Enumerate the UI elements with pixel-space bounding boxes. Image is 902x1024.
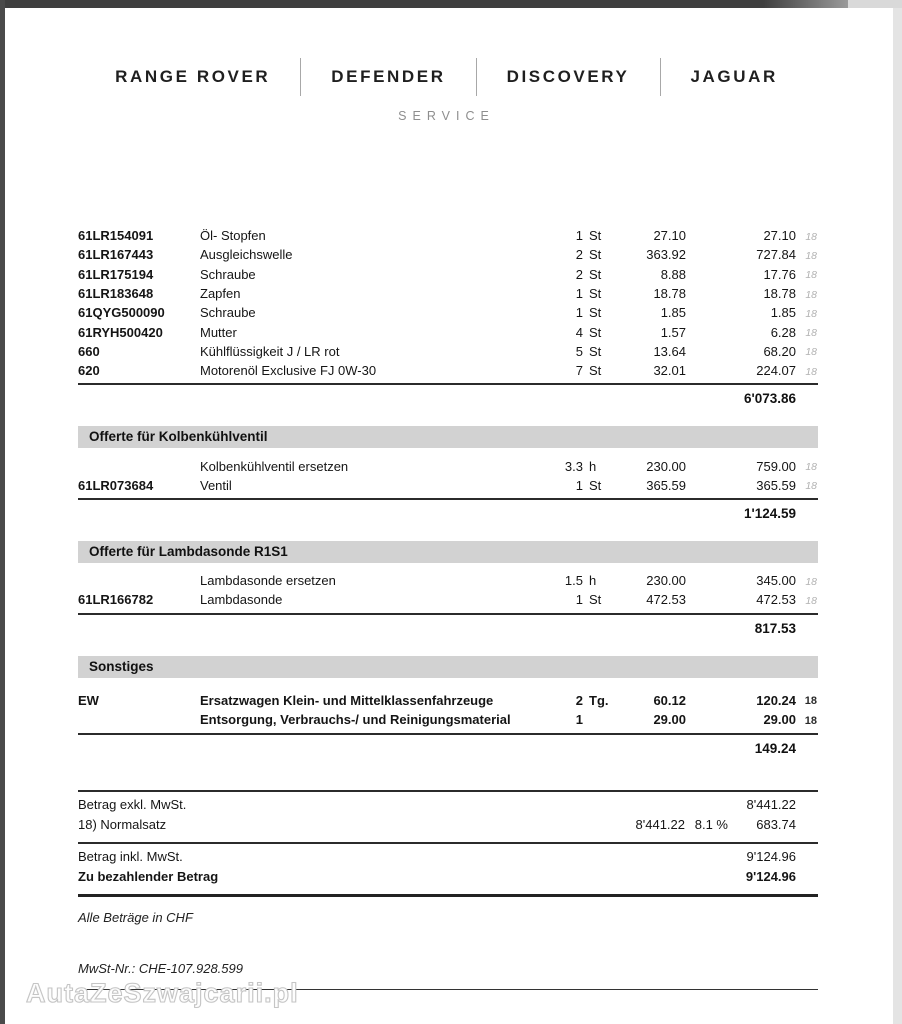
line-total: 727.84 <box>756 247 796 263</box>
section-header: Sonstiges <box>78 656 818 678</box>
quantity-unit: St <box>589 343 602 359</box>
unit-price: 1.85 <box>660 305 686 321</box>
totals-block <box>78 790 818 897</box>
part-description: Ventil <box>200 477 232 493</box>
unit-price: 363.92 <box>646 247 686 263</box>
line-total: 18.78 <box>763 286 796 302</box>
total-amount: 9'124.96 <box>745 869 796 885</box>
brand-logo-bar <box>0 58 893 96</box>
line-total: 345.00 <box>756 573 796 589</box>
tax-code: 18 <box>805 269 817 282</box>
section-header: Offerte für Kolbenkühlventil <box>78 426 818 448</box>
quantity-unit: St <box>589 363 602 379</box>
total-label: Betrag inkl. MwSt. <box>78 849 183 865</box>
tax-code: 18 <box>805 327 817 340</box>
line-total: 6.28 <box>770 324 796 340</box>
quantity: 1 <box>575 712 583 728</box>
part-description: Ersatzwagen Klein- und Mittelklassenfahrzeuge <box>200 692 494 708</box>
total-amount: 8'441.22 <box>746 797 796 813</box>
part-description: Entsorgung, Verbrauchs-/ und Reinigungsmaterial <box>200 712 511 728</box>
tax-code: 18 <box>805 480 817 493</box>
unit-price: 29.00 <box>653 712 686 728</box>
section-subtotal: 1'124.59 <box>743 505 796 521</box>
currency-note: Alle Beträge in CHF <box>78 909 193 925</box>
part-description: Ausgleichswelle <box>200 247 293 263</box>
total-row <box>78 795 818 815</box>
line-item-row <box>78 361 818 380</box>
quantity: 1 <box>575 592 583 608</box>
line-total: 29.00 <box>763 712 796 728</box>
part-description: Lambdasonde <box>200 592 283 608</box>
part-description: Mutter <box>200 324 237 340</box>
line-total: 120.24 <box>756 692 796 708</box>
part-description: Motorenöl Exclusive FJ 0W-30 <box>200 363 377 379</box>
line-item-row <box>78 245 818 264</box>
total-row <box>78 847 818 867</box>
total-label: 18) Normalsatz <box>78 817 167 833</box>
line-item-row <box>78 456 818 475</box>
unit-price: 60.12 <box>653 692 686 708</box>
tax-code: 18 <box>805 594 817 607</box>
section-header: Offerte für Lambdasonde R1S1 <box>78 541 818 563</box>
page-edge-top-corner <box>848 0 902 8</box>
section-rows <box>78 691 818 730</box>
line-item-row <box>78 322 818 341</box>
page-edge-right <box>893 8 902 1024</box>
unit-price: 27.10 <box>653 228 686 244</box>
parts-table <box>78 226 818 380</box>
watermark: AutaZeSzwajcarii.pl <box>26 978 299 1008</box>
line-item-row <box>78 226 818 245</box>
quantity-unit: St <box>589 305 602 321</box>
quantity: 3.3 <box>564 458 583 474</box>
unit-price: 365.59 <box>646 477 686 493</box>
tax-code: 18 <box>805 288 817 301</box>
page-edge-top <box>0 0 848 8</box>
vat-rate: 8.1 % <box>694 817 728 833</box>
section-subtotal: 817.53 <box>754 620 796 636</box>
unit-price: 18.78 <box>653 286 686 302</box>
offer-sections <box>78 426 818 758</box>
quantity: 2 <box>575 247 583 263</box>
part-description: Lambdasonde ersetzen <box>200 573 336 589</box>
part-code: 620 <box>78 363 100 379</box>
part-description: Schraube <box>200 266 256 282</box>
unit-price: 1.57 <box>660 324 686 340</box>
brand-discovery: DISCOVERY <box>506 67 630 86</box>
unit-price: 230.00 <box>646 458 686 474</box>
quantity: 2 <box>575 692 583 708</box>
quantity: 1 <box>575 228 583 244</box>
line-item-row <box>78 265 818 284</box>
quantity: 2 <box>575 266 583 282</box>
tax-code: 18 <box>805 307 817 320</box>
part-code: 61LR073684 <box>78 477 154 493</box>
unit-price: 32.01 <box>653 363 686 379</box>
line-item-row <box>78 710 818 730</box>
quantity: 1.5 <box>564 573 583 589</box>
final-total-rows <box>78 844 818 891</box>
line-total: 1.85 <box>770 305 796 321</box>
line-total: 472.53 <box>756 592 796 608</box>
tax-code: 18 <box>804 714 817 727</box>
line-item-row <box>78 284 818 303</box>
part-description: Schraube <box>200 305 256 321</box>
brand-jaguar: JAGUAR <box>690 67 778 86</box>
quantity: 4 <box>575 324 583 340</box>
quantity: 1 <box>575 477 583 493</box>
quantity-unit: St <box>589 228 602 244</box>
line-item-row <box>78 571 818 590</box>
unit-price: 13.64 <box>653 343 686 359</box>
line-total: 17.76 <box>763 266 796 282</box>
unit-price: 230.00 <box>646 573 686 589</box>
tax-code: 18 <box>805 249 817 262</box>
tax-code: 18 <box>805 461 817 474</box>
total-row <box>78 867 818 887</box>
tax-code: 18 <box>805 365 817 378</box>
line-total: 68.20 <box>763 343 796 359</box>
part-code: 61QYG500090 <box>78 305 165 321</box>
tax-code: 18 <box>805 230 817 243</box>
quantity-unit: St <box>589 247 602 263</box>
part-code: 61LR175194 <box>78 266 154 282</box>
divider-thick <box>78 894 818 897</box>
part-code: 61RYH500420 <box>78 324 163 340</box>
line-item-row <box>78 342 818 361</box>
line-total: 224.07 <box>756 363 796 379</box>
line-total: 365.59 <box>756 477 796 493</box>
unit-price: 472.53 <box>646 592 686 608</box>
line-total: 27.10 <box>763 228 796 244</box>
quantity: 1 <box>575 305 583 321</box>
total-amount: 683.74 <box>756 817 796 833</box>
quantity-unit: St <box>589 266 602 282</box>
tax-code: 18 <box>804 695 817 708</box>
unit-price: 8.88 <box>660 266 686 282</box>
quantity-unit: St <box>589 477 602 493</box>
part-description: Kolbenkühlventil ersetzen <box>200 458 349 474</box>
tax-code: 18 <box>805 575 817 588</box>
quantity-unit: h <box>589 573 597 589</box>
part-description: Zapfen <box>200 286 241 302</box>
section-rows <box>78 571 818 610</box>
tax-code: 18 <box>805 346 817 359</box>
invoice-body <box>78 226 818 990</box>
total-label: Betrag exkl. MwSt. <box>78 797 187 813</box>
parts-subtotal: 6'073.86 <box>743 391 796 407</box>
quantity: 5 <box>575 343 583 359</box>
vat-base: 8'441.22 <box>635 817 685 833</box>
quantity-unit: St <box>589 592 602 608</box>
part-code: EW <box>78 692 99 708</box>
quantity-unit: Tg. <box>589 692 609 708</box>
service-subtitle: SERVICE <box>398 109 495 123</box>
quantity-unit: St <box>589 286 602 302</box>
brand-range-rover: RANGE ROVER <box>115 67 271 86</box>
line-total: 759.00 <box>756 458 796 474</box>
line-item-row <box>78 476 818 495</box>
part-code: 61LR183648 <box>78 286 154 302</box>
line-item-row <box>78 691 818 711</box>
line-item-row <box>78 590 818 609</box>
part-code: 660 <box>78 343 100 359</box>
line-item-row <box>78 303 818 322</box>
part-code: 61LR167443 <box>78 247 154 263</box>
total-row <box>78 815 818 835</box>
quantity: 7 <box>575 363 583 379</box>
quantity: 1 <box>575 286 583 302</box>
quantity-unit: h <box>589 458 597 474</box>
part-description: Öl- Stopfen <box>200 228 266 244</box>
brand-defender: DEFENDER <box>331 67 446 86</box>
part-code: 61LR154091 <box>78 228 154 244</box>
total-label: Zu bezahlender Betrag <box>78 869 219 885</box>
section-rows <box>78 456 818 495</box>
section-subtotal: 149.24 <box>754 740 796 756</box>
part-code: 61LR166782 <box>78 592 154 608</box>
total-amount: 9'124.96 <box>746 849 796 865</box>
vat-number: MwSt-Nr.: CHE-107.928.599 <box>78 960 243 976</box>
page-edge-left <box>0 0 5 1024</box>
vat-rows <box>78 792 818 839</box>
part-description: Kühlflüssigkeit J / LR rot <box>200 343 340 359</box>
quantity-unit: St <box>589 324 602 340</box>
